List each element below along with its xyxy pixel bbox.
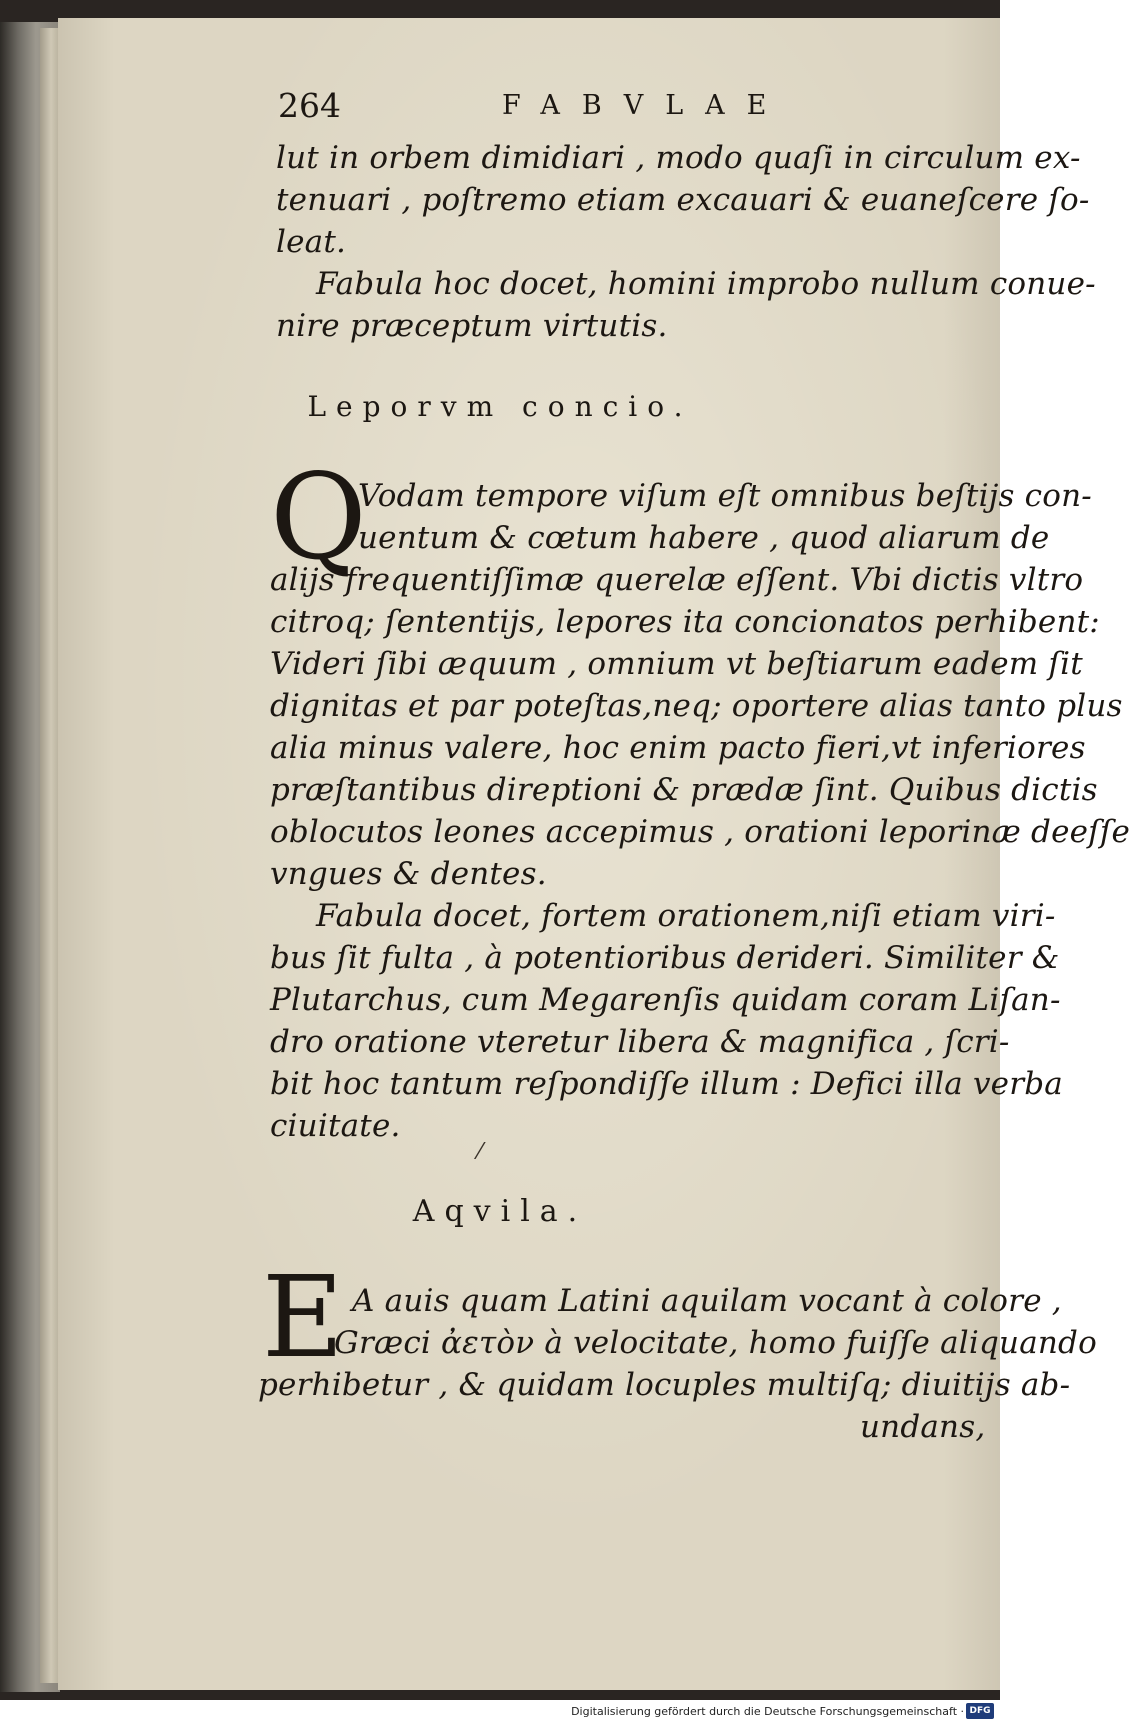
text-line: dignitas et par poteſtas,neq; oportere alias tanto plus xyxy=(270,688,1123,724)
text-line: vngues & dentes. xyxy=(270,856,547,892)
text-line: leat. xyxy=(276,224,347,260)
digitization-credit: Digitalisierung gefördert durch die Deutsche Forschungsgemeinschaft · xyxy=(571,1705,964,1718)
text-line: alia minus valere, hoc enim pacto fieri,vt inferiores xyxy=(270,730,1086,766)
text-line: Fabula hoc docet, homini improbo nullum conue- xyxy=(316,266,1096,302)
text-line: ciuitate. xyxy=(270,1108,401,1144)
text-line: Græci ἀετὸν à velocitate, homo fuiſſe aliquando xyxy=(334,1325,1097,1361)
text-line: Videri ſibi æquum , omnium vt beſtiarum eadem ſit xyxy=(270,646,1083,682)
text-line: tenuari , poſtremo etiam excauari & euaneſcere ſo- xyxy=(276,182,1090,218)
text-line: Fabula docet, fortem orationem,niſi etiam viri- xyxy=(316,898,1056,934)
text-line: uentum & cœtum habere , quod aliarum de xyxy=(358,520,1050,556)
text-line: Vodam tempore viſum eſt omnibus beſtijs con- xyxy=(358,478,1092,514)
text-line: undans, xyxy=(860,1409,986,1445)
text-line: oblocutos leones accepimus , orationi leporinæ deeſſe xyxy=(270,814,1130,850)
text-line: nire præceptum virtutis. xyxy=(276,308,668,344)
text-line: citroq; ſententijs, lepores ita concionatos perhibent: xyxy=(270,604,1100,640)
dfg-logo-icon: DFG xyxy=(966,1703,994,1719)
text-line: lut in orbem dimidiari , modo quaſi in circulum ex- xyxy=(276,140,1081,176)
text-line: perhibetur , & quidam locuples multiſq; diuitijs ab- xyxy=(258,1367,1071,1403)
text-line: alijs frequentiſſimæ querelæ eſſent. Vbi dictis vltro xyxy=(270,562,1084,598)
page-number: 264 xyxy=(278,86,341,125)
running-title: FABVLAE xyxy=(502,90,789,121)
section-title-aquila: Aqvila. xyxy=(412,1194,588,1229)
text-line: Plutarchus, cum Megarenſis quidam coram Liſan- xyxy=(270,982,1061,1018)
ink-mark: ⁄ xyxy=(478,1140,482,1165)
dropcap-q: Q xyxy=(270,448,367,586)
text-line: dro oratione vteretur libera & magnifica , ſcri- xyxy=(270,1024,1010,1060)
text-line: bit hoc tantum reſpondiſſe illum : Defici illa verba xyxy=(270,1066,1063,1102)
text-line: bus ſit fulta , à potentioribus derideri. Similiter & xyxy=(270,940,1060,976)
text-line: præſtantibus direptioni & prædæ ſint. Quibus dictis xyxy=(270,772,1098,808)
section-title-leporum: Leporvm concio. xyxy=(307,390,693,423)
text-line: A auis quam Latini aquilam vocant à colore , xyxy=(352,1283,1062,1319)
dropcap-e: E xyxy=(262,1253,344,1383)
